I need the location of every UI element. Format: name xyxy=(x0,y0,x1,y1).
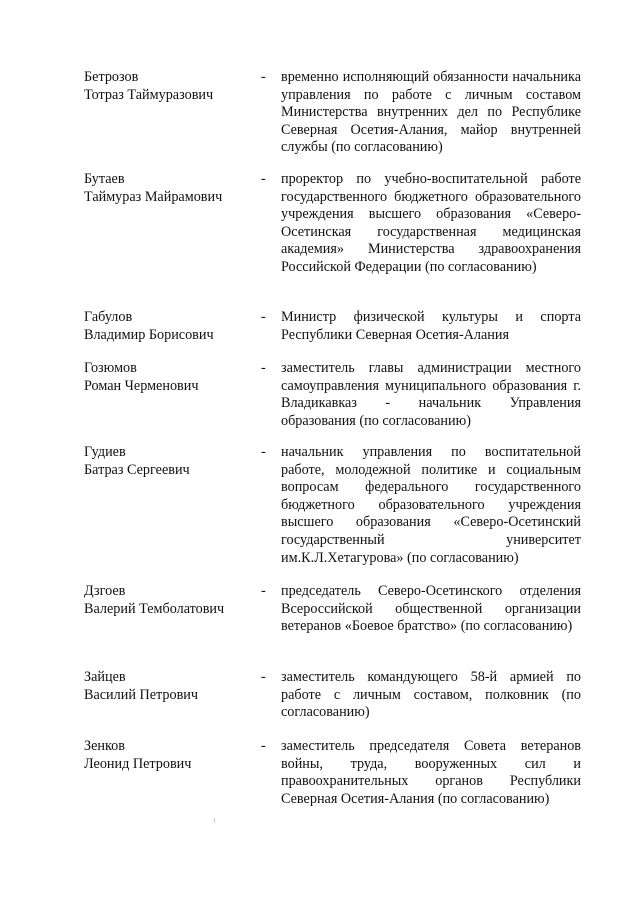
member-position: Министр физической культуры и спорта Республики Северная Осетия-Алания xyxy=(281,309,581,343)
member-position: начальник управления по воспитательной работе, молодежной политике и социальным вопросам федерального государственного бюджетного образовательного учреждения высшего образования «Северо-Осетинский государственный университет им.К.Л.Хетагурова» (по согласованию) xyxy=(281,444,581,566)
member-given-names: Батраз Сергеевич xyxy=(84,461,190,478)
member-name xyxy=(84,171,254,206)
dash-separator: - xyxy=(261,583,266,599)
member-surname: Бетрозов xyxy=(84,69,139,85)
member-given-names: Тотраз Таймуразович xyxy=(84,86,214,103)
member-given-names: Таймураз Майрамович xyxy=(84,188,223,205)
dash-separator: - xyxy=(261,444,266,460)
member-name xyxy=(84,69,254,104)
member-position: заместитель председателя Совета ветеранов войны, труда, вооруженных сил и правоохранительных органов Республики Северная Осетия-Алания (по согласованию) xyxy=(281,738,581,807)
member-given-names: Роман Черменович xyxy=(84,377,199,394)
dash-separator: - xyxy=(261,738,266,754)
dash-separator: - xyxy=(261,669,266,685)
member-name xyxy=(84,583,254,618)
dash-separator: - xyxy=(261,171,266,187)
member-given-names: Леонид Петрович xyxy=(84,755,192,772)
dash-separator: - xyxy=(261,309,266,325)
member-given-names: Владимир Борисович xyxy=(84,326,214,343)
member-name xyxy=(84,444,254,479)
member-surname: Зенков xyxy=(84,738,125,754)
member-surname: Бутаев xyxy=(84,171,125,187)
dash-separator: - xyxy=(261,69,266,85)
member-surname: Дзгоев xyxy=(84,583,126,599)
member-surname: Зайцев xyxy=(84,669,126,685)
dash-separator: - xyxy=(261,360,266,376)
member-surname: Гудиев xyxy=(84,444,126,460)
member-name xyxy=(84,669,254,704)
scan-artifact-mark xyxy=(214,818,215,823)
member-position: заместитель главы администрации местного самоуправления муниципального образования г. Владикавказ - начальник Управления образования (по согласованию) xyxy=(281,360,581,429)
member-position: председатель Северо-Осетинского отделения Всероссийской общественной организации ветеранов «Боевое братство» (по согласованию) xyxy=(281,583,581,635)
member-position: временно исполняющий обязанности начальника управления по работе с личным составом Министерства внутренних дел по Республике Северная Осетия-Алания, майор внутренней службы (по согласованию) xyxy=(281,69,581,156)
member-position: проректор по учебно-воспитательной работе государственного бюджетного образовательного учреждения высшего образования «Северо-Осетинская государственная медицинская академия» Министерства здравоохранения Российской Федерации (по согласованию) xyxy=(281,171,581,275)
member-given-names: Василий Петрович xyxy=(84,686,198,703)
member-name xyxy=(84,309,254,344)
member-name xyxy=(84,738,254,773)
member-position: заместитель командующего 58-й армией по работе с личным составом, полковник (по согласованию) xyxy=(281,669,581,721)
member-given-names: Валерий Темболатович xyxy=(84,600,225,617)
member-surname: Гозюмов xyxy=(84,360,137,376)
member-surname: Габулов xyxy=(84,309,133,325)
member-name xyxy=(84,360,254,395)
